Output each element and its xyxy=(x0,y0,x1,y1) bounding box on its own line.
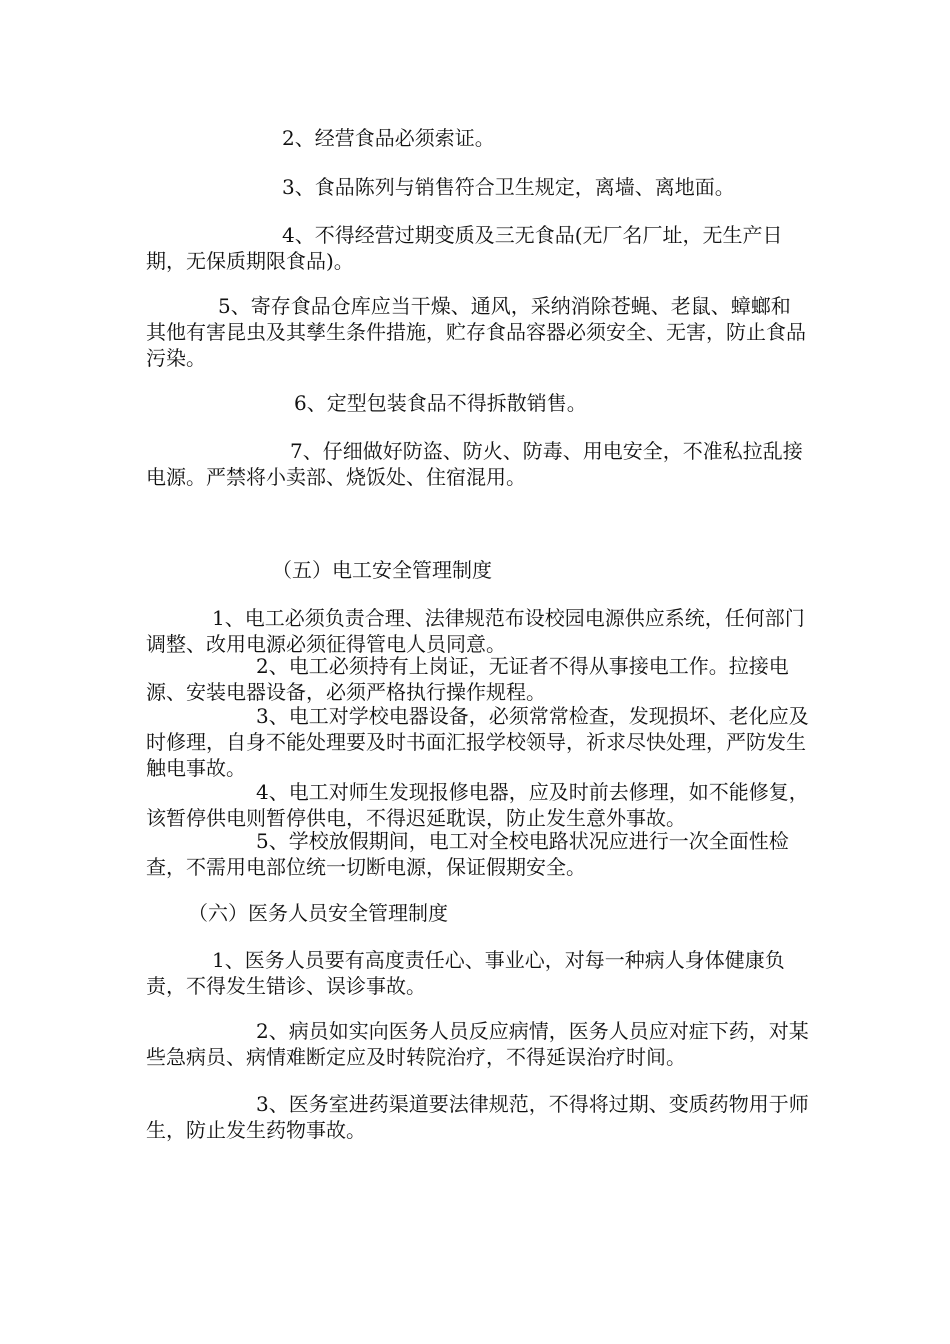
medical-rule-2: 2、病员如实向医务人员反应病情，医务人员应对症下药，对某些急病员、病情难断定应及时转院治疗，不得延误治疗时间。 xyxy=(146,1019,809,1069)
food-rule-3: 3、食品陈列与销售符合卫生规定，离墙、离地面。 xyxy=(282,175,735,199)
food-rule-2: 2、经营食品必须索证。 xyxy=(282,126,495,150)
section-6-title: （六）医务人员安全管理制度 xyxy=(188,901,448,925)
electrician-rule-4: 4、电工对师生发现报修电器，应及时前去修理，如不能修复，该暂停供电则暂停供电，不得迟延耽误，防止发生意外事故。 xyxy=(146,780,809,830)
food-rule-7: 7、仔细做好防盗、防火、防毒、用电安全，不准私拉乱接电源。严禁将小卖部、烧饭处、住宿混用。 xyxy=(146,439,803,489)
section-5-title: （五）电工安全管理制度 xyxy=(272,558,492,582)
food-rule-6: 6、定型包装食品不得拆散销售。 xyxy=(294,391,587,415)
food-rule-5: 5、寄存食品仓库应当干燥、通风，采纳消除苍蝇、老鼠、蟑螂和其他有害昆虫及其孳生条件措施，贮存食品容器必须安全、无害，防止食品污染。 xyxy=(146,294,806,370)
electrician-rule-5: 5、学校放假期间，电工对全校电路状况应进行一次全面性检查，不需用电部位统一切断电源，保证假期安全。 xyxy=(146,829,789,879)
medical-rule-1: 1、医务人员要有高度责任心、事业心，对每一种病人身体健康负责，不得发生错诊、误诊事故。 xyxy=(146,948,785,998)
food-rule-4: 4、不得经营过期变质及三无食品(无厂名厂址，无生产日期，无保质期限食品)。 xyxy=(146,223,783,273)
electrician-rule-2: 2、电工必须持有上岗证，无证者不得从事接电工作。拉接电源、安装电器设备，必须严格执行操作规程。 xyxy=(146,654,789,704)
electrician-rule-3: 3、电工对学校电器设备，必须常常检查，发现损坏、老化应及时修理，自身不能处理要及时书面汇报学校领导，祈求尽快处理，严防发生触电事故。 xyxy=(146,704,809,780)
medical-rule-3: 3、医务室进药渠道要法律规范，不得将过期、变质药物用于师生，防止发生药物事故。 xyxy=(146,1092,809,1142)
electrician-rule-1: 1、电工必须负责合理、法律规范布设校园电源供应系统，任何部门调整、改用电源必须征得管电人员同意。 xyxy=(146,606,805,656)
